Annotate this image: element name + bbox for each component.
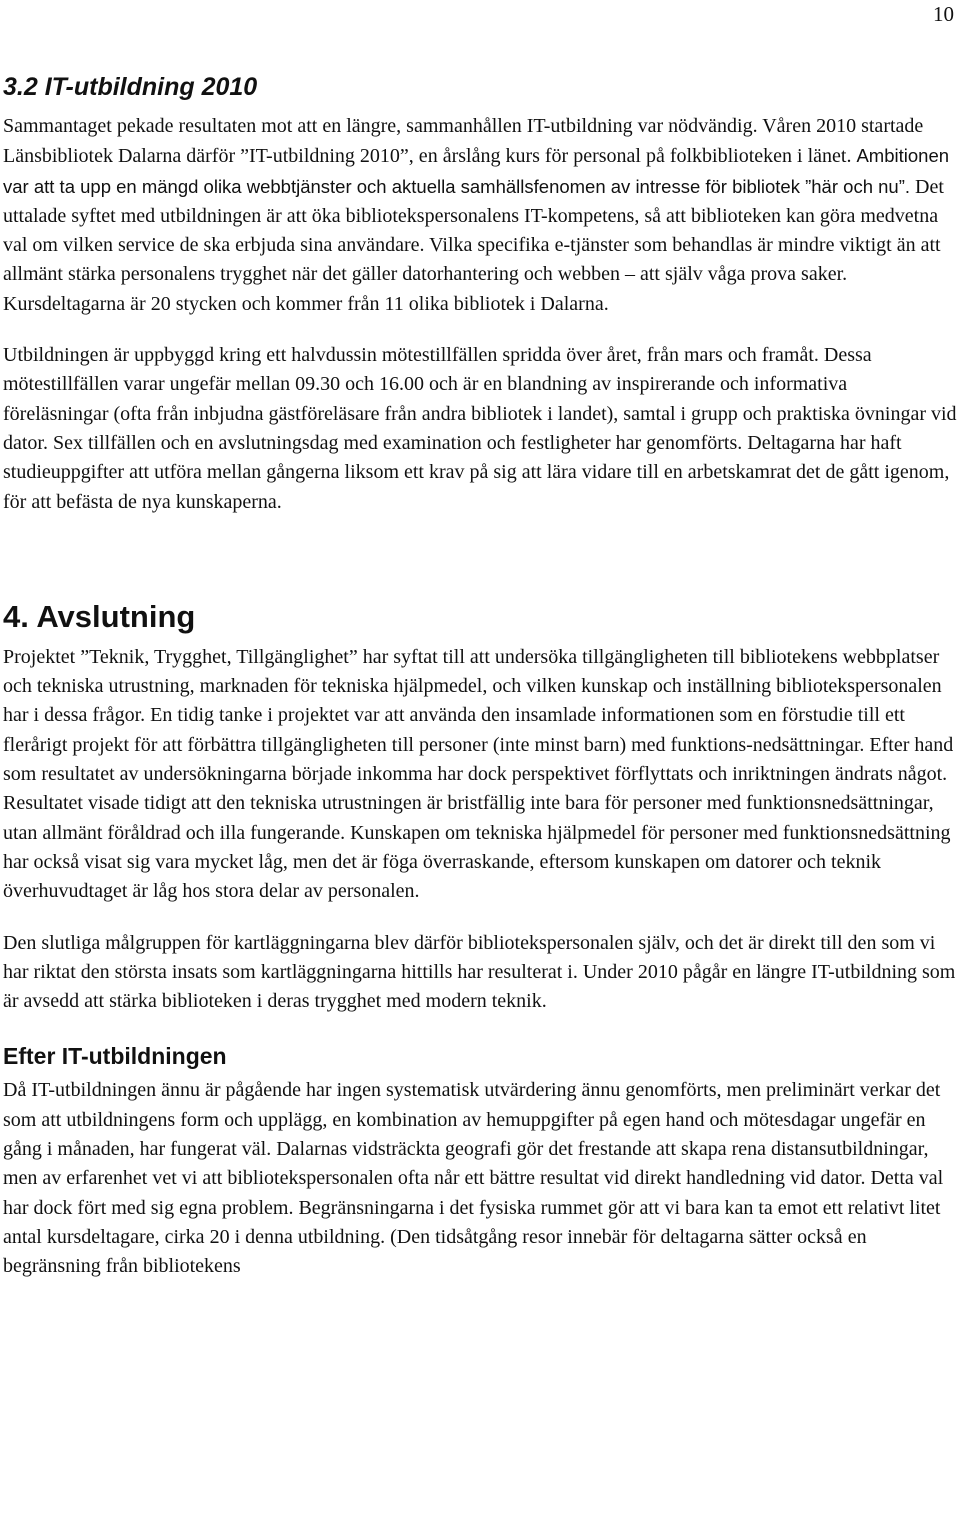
spacer xyxy=(3,1016,957,1042)
paragraph-it-utbildning-intro xyxy=(3,112,957,319)
chapter-heading-avslutning: 4. Avslutning xyxy=(3,598,196,634)
section-heading-it-utbildning-2010: 3.2 IT-utbildning 2010 xyxy=(3,73,258,101)
paragraph-it-utbildning-structure: Utbildningen är uppbyggd kring ett halvdussin mötestillfällen spridda över året, från mars och framåt. Dessa mötestillfällen varar ungefär mellan 09.30 och 16.00 och är en blandning av inspirerande och informativa föreläsningar (ofta från inbjudna gästföreläsare från andra bibliotek i landet), samtal i grupp och praktiska övningar vid dator. Sex tillfällen och en avslutningsdag med examination och festligheter har genomförts. Deltagarna har haft studieuppgifter att utföra mellan gångerna liksom ett krav på sig att lära vidare till en arbetskamrat det de gått igenom, för att befästa de nya kunskaperna. xyxy=(3,344,957,513)
paragraph-text-sans: Ambitionen var att ta upp en mängd olika webbtjänster och aktuella samhällsfenomen av intresse för bibliotek ”här och nu”. xyxy=(3,145,950,197)
subheading-efter-it-utbildningen: Efter IT-utbildningen xyxy=(3,1043,227,1070)
spacer xyxy=(3,319,957,341)
spacer xyxy=(3,517,957,599)
page-number: 10 xyxy=(933,2,954,26)
paragraph-text: Sammantaget pekade resultaten mot att en längre, sammanhållen IT-utbildning var nödvändig. Våren 2010 startade Länsbibliotek Dalarna därför ”IT-utbildning 2010”, en årslång kurs för personal på folkbiblioteken i länet. xyxy=(3,115,924,168)
spacer xyxy=(3,907,957,929)
paragraph-avslutning-project: Projektet ”Teknik, Trygghet, Tillgänglighet” har syftat till att undersöka tillgängligheten till bibliotekens webbplatser och tekniska utrustning, marknaden för tekniska hjälpmedel, och vilken kunskap och inställning bibliotekspersonalen har i dessa frågor. En tidig tanke i projektet var att använda den insamlade informationen som en förstudie till ett flerårigt projekt för att förbättra tillgängligheten till personer (inte minst barn) med funktions-nedsättningar. Efter hand som resultatet av undersökningarna började inkomma har dock perspektivet förflyttats och inriktningen ändrats något. Resultatet visade tidigt att den tekniska utrustningen är bristfällig inte bara för personer med funktionsnedsättningar, utan allmänt föråldrad och illa fungerande. Kunskapen om tekniska hjälpmedel för personer med funktionsnedsättning har också visat sig vara mycket låg, men det är föga överraskande, eftersom kunskapen om datorer och teknik överhuvudtaget är låg hos stora delar av personalen. xyxy=(3,645,954,903)
paragraph-text: Det uttalade syftet med utbildningen är att öka bibliotekspersonalens IT-kompetens, så att biblioteken kan göra medvetna val om vilken service de ska erbjuda sina användare. Vilka specifika e-tjänster som behandlas är mindre viktigt än att allmänt stärka personalens trygghet när det gäller datorhantering och webben – att själv våga prova saker. Kursdeltagarna är 20 stycken och kommer från 11 olika bibliotek i Dalarna. xyxy=(3,175,944,315)
paragraph-avslutning-target-group: Den slutliga målgruppen för kartläggningarna blev därför bibliotekspersonalen själv, och det är direkt till den som vi har riktat den största insats som kartläggningarna hittills har resulterat i. Under 2010 pågår en längre IT-utbildning som är avsedd att stärka biblioteken i deras trygghet med modern teknik. xyxy=(3,931,956,1013)
document-body xyxy=(3,68,957,1282)
paragraph-efter-it-utbildningen: Då IT-utbildningen ännu är pågående har ingen systematisk utvärdering ännu genomförts, men preliminärt verkar det som att utbildningens form och upplägg, en kombination av hemuppgifter på egen hand och mötesdagar ungefär en gång i månaden, har fungerat väl. Dalarnas vidsträckta geografi gör det frestande att skapa rena distansutbildningar, men av erfarenhet vet vi att bibliotekspersonalen ofta når ett bättre resultat vid direkt handledning vid dator. Detta val har dock fört med sig egna problem. Begränsningarna i det fysiska rummet gör att vi bara kan ta emot ett relativt litet antal kursdeltagare, cirka 20 i denna utbildning. (Den tidsåtgång resor innebär för deltagarna sätter också en begränsning från bibliotekens xyxy=(3,1079,944,1278)
